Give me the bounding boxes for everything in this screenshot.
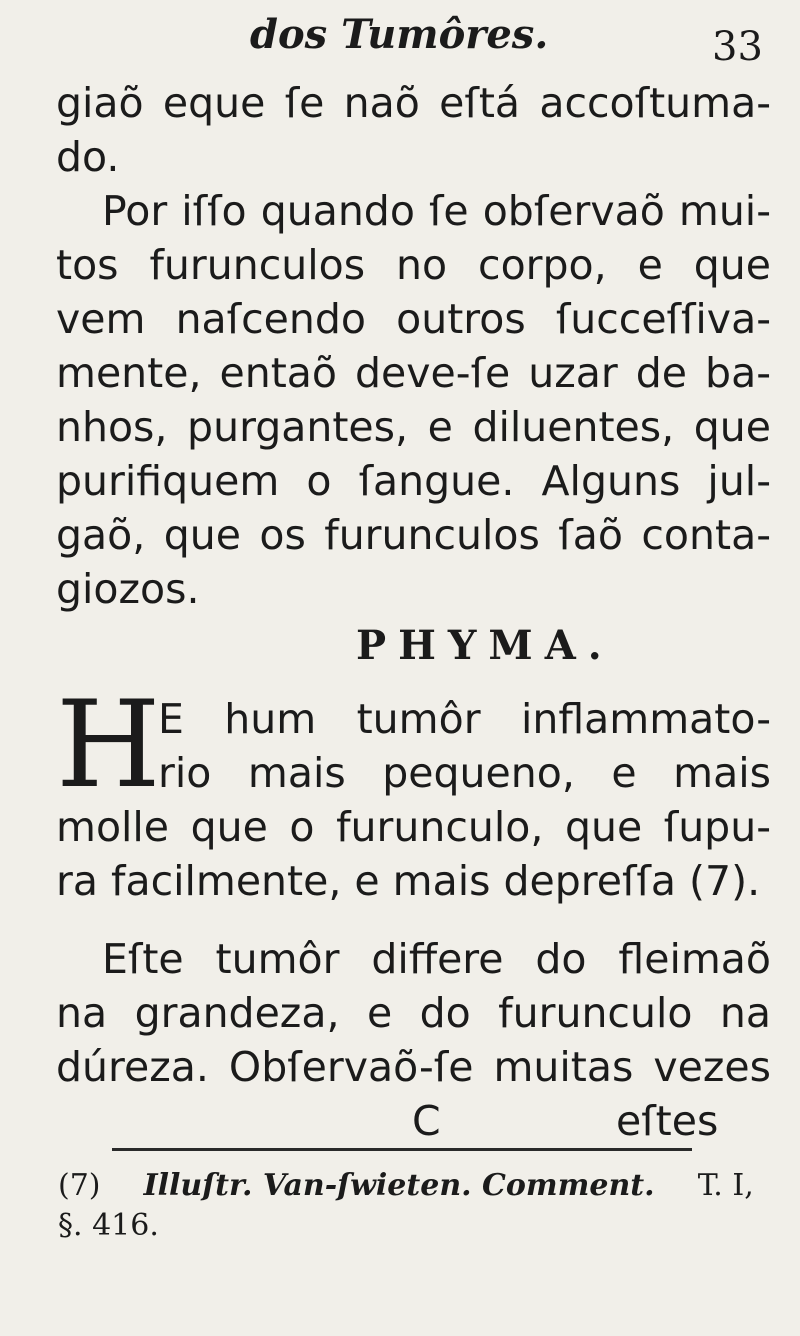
- text-line: vem naſcendo outros ſucceſſiva-: [56, 295, 771, 343]
- text-line: dúreza. Obſervaõ-ſe muitas vezes: [56, 1043, 771, 1091]
- text-line: Por iſſo quando ſe obſervaõ mui-: [102, 187, 771, 235]
- drop-cap: H: [56, 676, 161, 815]
- text-line: molle que o furunculo, que ſupu-: [56, 803, 771, 851]
- text-line: na grandeza, e do furunculo na: [56, 989, 771, 1037]
- footnote: [58, 1166, 758, 1246]
- page-number: 33: [712, 24, 763, 70]
- text-line: do.: [56, 133, 120, 181]
- text-line: nhos, purgantes, e diluentes, que: [56, 403, 771, 451]
- footnote-volume: T. I,: [697, 1168, 754, 1203]
- section-title: PHYMA.: [356, 622, 614, 669]
- footnote-rule: [112, 1148, 692, 1151]
- paragraph-phyma: [56, 676, 771, 908]
- footnote-source: Illuſtr. Van-ſwieten. Comment.: [143, 1168, 655, 1203]
- text-line: mente, entaõ deve-ſe uzar de ba-: [56, 349, 771, 397]
- text-line: ra facilmente, e mais depreſſa (7).: [56, 857, 761, 905]
- text-line: purifiquem o ſangue. Alguns jul-: [56, 457, 771, 505]
- catchword: eſtes: [616, 1097, 719, 1145]
- body-text: [56, 76, 771, 1148]
- text-line: tos furunculos no corpo, e que: [56, 241, 771, 289]
- signature-mark: C: [412, 1097, 441, 1145]
- text-line: E hum tumôr inflammato-: [158, 695, 771, 743]
- text-line: Eſte tumôr differe do fleimaõ: [102, 935, 771, 983]
- text-line: rio mais pequeno, e mais: [158, 749, 771, 797]
- footnote-marker: (7): [58, 1168, 101, 1203]
- text-line: gaõ, que os furunculos ſaõ conta-: [56, 511, 771, 559]
- running-head: dos Tumôres.: [250, 11, 549, 58]
- text-line: giozos.: [56, 565, 200, 613]
- text-line: giaõ eque ſe naõ eſtá accoſtuma-: [56, 79, 771, 127]
- signature-line: [56, 1094, 771, 1148]
- page-header: [0, 10, 800, 70]
- footnote-section: §. 416.: [58, 1208, 159, 1243]
